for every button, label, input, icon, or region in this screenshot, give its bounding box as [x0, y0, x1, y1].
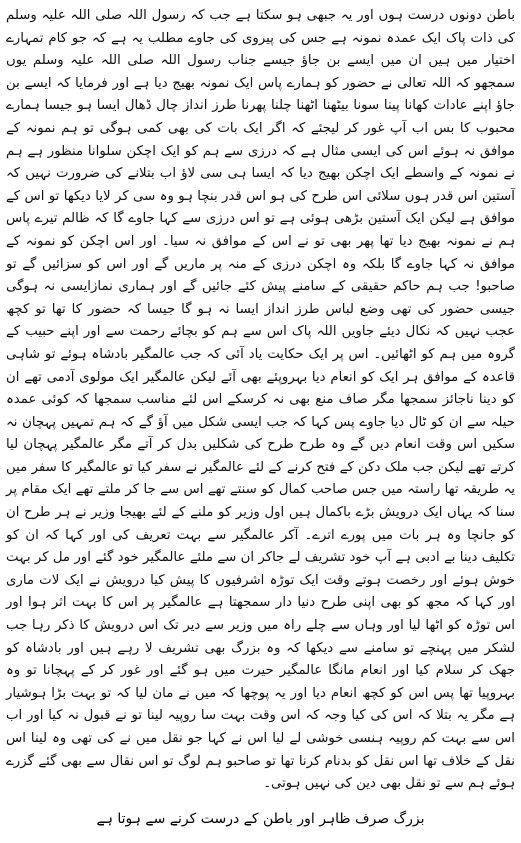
- section-heading: بزرگ صرف ظاہر اور باطن کے درست کرنے سے ہوتا ہے: [96, 811, 425, 827]
- paragraph: باطن دونوں درست ہوں اور یہ جبھی ہو سکتا ہے جب کہ رسول اللہ صلی اللہ علیہ وسلم کی ذات پاک ایک عمدہ نمونہ ہے جس کی پیروی کی جاوے مطلب یہ ہے کہ جو کام تمہارے اختیار میں ہیں ان میں ایسے بن جاؤ جیسے جناب رسول اللہ صلی اللہ علیہ وسلم یوں سمجھو کہ اللہ تعالی نے حضور کو ہمارے پاس ایک نمونہ بھیج دیا ہے اور فرمایا کہ ایسے بن جاؤ اپنے عادات کھانا پینا سونا بیٹھنا اٹھنا چلنا پھرنا طرز انداز چال ڈھال ایسا ہو جیسا ہمارے محبوب کا بس اب آپ غور کر لیجئے کہ اگر ایک بات کی بھی کمی ہوگی تو ہم نمونہ کے موافق نہ ہوئے اس کی ایسی مثال ہے کہ درزی سے ہم کو ایک اچکن سلوانا منظور ہے ہم نے نمونہ کے واسطے ایک اچکن بھیج دیا کہ ایسا ہی سی لاؤ اب بتلانے کی ضرورت نہیں کہ آستین اس قدر ہوں سلائی اس طرح کی ہو اس قدر بنچا ہو وہ سی کر لایا دیکھا تو اس کے موافق ہے لیکن ایک آستین بڑھی ہوئی ہے تو اس درزی سے کہا جاوے گا کہ ظالم تیرے پاس ہم نے نمونہ بھیج دیا تھا پھر بھی تو نے اس کے موافق نہ سیا۔ اور اس اچکن کو نمونہ کے موافق نہ کہا جاوے گا بلکہ وہ اچکن درزی کے منہ پر ماریں گے اور اس کو سزائیں گے تو صاحبو! جب ہم حاکم حقیقی کے سامنے پیش کئے جائیں گے اور ہماری نمازایسی نہ ہوگی جیسی حضور کی تھی وضع لباس طرز انداز ایسا نہ ہو گا جیسا کہ حضور کا تھا تو کچھ عجب نہیں کہ نکال دیئے جاویں اللہ پاک اس سے ہم کو بچائے رحمت سے اور اپنے حبیب کے گروہ میں ہم کو اٹھائیں۔ اس پر ایک حکایت یاد آئی کہ جب عالمگیر بادشاہ ہوئے تو شاہی قاعدہ کے موافق ہر ایک کو انعام دیا بہروپئے بھی آئے لیکن عالمگیر ایک مولوی آدمی تھے ان کو دینا ناجائز سمجھا مگر صاف منع بھی نہ کرسکے اس لئے مناسب سمجھا کہ کوئی عمدہ حیلہ سے ان کو ٹال دیا جاوے پس کہا کہ جب ایسی شکل میں آؤ گے کہ ہم تمہیں پہچان نہ سکیں اس وقت انعام دیں گے وہ طرح طرح کی شکلیں بدل کر آتے مگر عالمگیر پہچان لیا کرتے تھے لیکن جب ملک دکن کے فتح کرنے کے لئے عالمگیر نے سفر کیا تو عالمگیر کا سفر میں یہ طریقہ تھا راستہ میں جس صاحب کمال کو سنتے تھے اس سے جا کر ملتے تھے ایک مقام پر سنا کہ یہاں ایک درویش بڑے باکمال ہیں اول وزیر کو ملنے کے لئے بھیجا وزیر نے ہر طرح ان کو جانچا وہ ہر بات میں پورے اترے۔ آکر عالمگیر سے بہت تعریف کی اور کہا کہ ان کو تکلیف دینا بے ادبی ہے آپ خود تشریف لے جاکر ان سے ملئے عالمگیر خود گئے اور مل کر بہت خوش ہوئے اور رخصت ہوتے وقت ایک توڑہ اشرفیوں کا پیش کیا درویش نے ایک لات ماری اور کہا کہ مجھ کو بھی اپنی طرح دنیا دار سمجھتا ہے عالمگیر پر اس کا بہت اثر ہوا اور اس توڑہ کو اٹھا لیا اور وہاں سے چلے راہ میں وزیر سے دیر تک اس درویش کا ذکر رہا جب لشکر میں پہنچے تو سامنے سے دیکھا کہ وہ بزرگ بھی تشریف لا رہے ہیں اور بادشاہ کو جھک کر سلام کیا اور انعام مانگا عالمگیر حیرت میں ہو گئے اور غور کر کے پہچانا تو وہ بہروپیا تھا پس اس کو کچھ انعام دیا اور یہ پوچھا کہ میں نے مان لیا کہ تو بہت بڑا ہوشیار ہے مگر یہ بتلا کہ اس کی کیا وجہ کہ اس وقت بہت سا روپیہ لینا تو نے قبول نہ کیا اور اب اس سے بہت کم روپیہ ہنسی خوشی لے لیا اس نے کہا جو نقل میں نے کی تھی وہ لینا اس نقل کے خلاف تھا اس نقل کو بدنام کرنا تھا تو صاحبو ہم لوگ تو اس نقال سے بھی گئے گزرے ہوئے ہم سے تو نقل بھی دین کی نہیں ہوتی۔: [6, 8, 515, 792]
- body-text: [6, 5, 515, 796]
